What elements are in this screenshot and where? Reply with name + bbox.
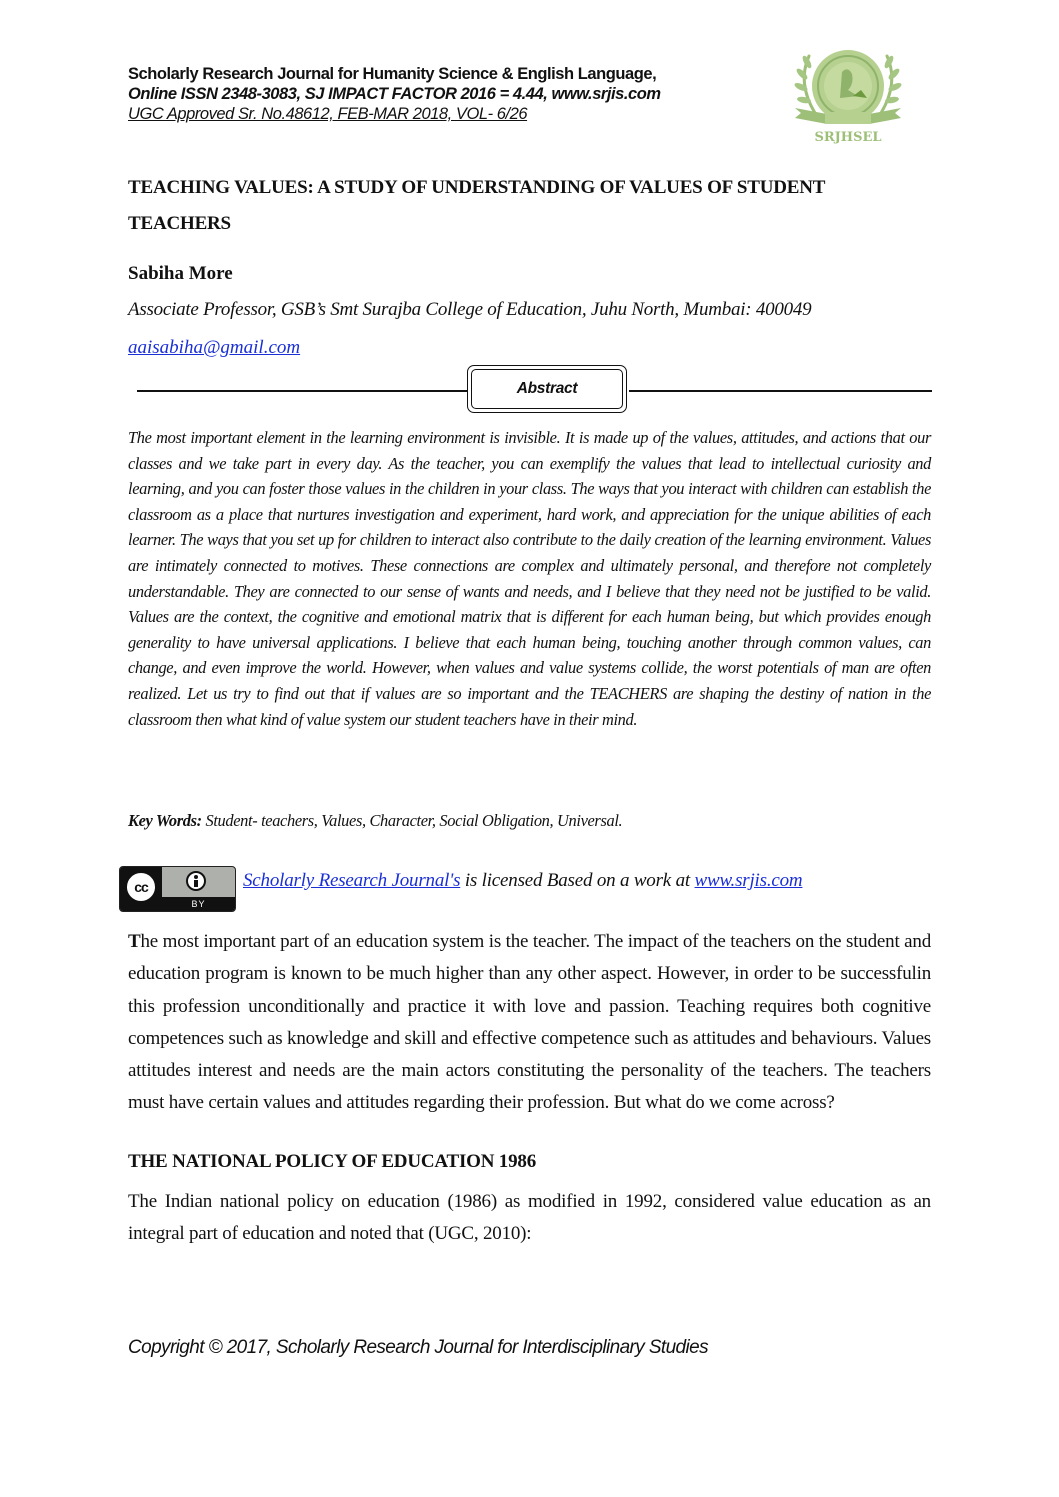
- journal-license-link[interactable]: Scholarly Research Journal's: [243, 870, 461, 891]
- attribution-person-icon: [186, 871, 206, 891]
- keywords-list: Student- teachers, Values, Character, Social Obligation, Universal.: [205, 811, 623, 830]
- divider-right: [629, 390, 932, 392]
- paper-title: TEACHING VALUES: A STUDY OF UNDERSTANDING OF VALUES OF STUDENT TEACHERS: [128, 177, 825, 234]
- section-paragraph: The Indian national policy on education (1986) as modified in 1992, considered value education as an integral part of education and noted that (UGC, 2010):: [128, 1191, 931, 1245]
- laurel-emblem-icon: [787, 38, 909, 150]
- cc-by-license-badge[interactable]: [119, 866, 236, 912]
- journal-volume: UGC Approved Sr. No.48612, FEB-MAR 2018, VOL- 6/26: [128, 105, 528, 123]
- by-label: BY: [162, 897, 235, 911]
- journal-issn: Online ISSN 2348-3083, SJ IMPACT FACTOR 2016 = 4.44, www.srjis.com: [128, 85, 661, 103]
- intro-dropcap: T: [128, 931, 141, 952]
- abstract-heading-box: [467, 365, 627, 413]
- abstract-paragraph: The most important element in the learning environment is invisible. It is made up of the values, attitudes, and actions that our classes and we take part in every day. As the teacher, you can exemplify the values that lead to intellectual curiosity and learning, and you can foster those values in the children in your class. The ways that you interact with children can establish the classroom as a place that nurtures investigation and experiment, hard work, and appreciation for the unique abilities of each learner. The ways that you set up for children to interact also contribute to the daily creation of the learning environment. Values are intimately connected to motives. These connections are complex and ultimately personal, and therefore not completely understandable. They are connected to our sense of wants and needs, and I believe that they need not be justified to be valid. Values are the context, the cognitive and emotional matrix that is different for each human being, but which provides enough generality to have universal applications. I believe that each human being, touching another through common values, can change, and even improve the world. However, when values and value systems collide, the worst potentials of man are often realized. Let us try to find out that if values are so important and the TEACHERS are shaping the destiny of nation in the classroom then what kind of value system our student teachers have in their mind.: [128, 428, 931, 729]
- author-name: Sabiha More: [128, 263, 233, 284]
- author-affiliation: Associate Professor, GSB’s Smt Surajba College of Education, Juhu North, Mumbai: 400049: [128, 299, 812, 320]
- license-middle-text: is licensed Based on a work at: [460, 870, 695, 891]
- intro-paragraph: [128, 926, 931, 1120]
- copyright-footer: Copyright © 2017, Scholarly Research Journal for Interdisciplinary Studies: [128, 1337, 709, 1358]
- logo-text: SRJHSEL: [814, 130, 882, 145]
- journal-header: [128, 64, 768, 124]
- intro-text: he most important part of an education system is the teacher. The impact of the teachers on the student and education program is known to be much higher than any other aspect. However, in order to be successfulin this profession unconditionally and practice it with love and passion. Teaching requires both cognitive competences such as knowledge and skill and effective competence such as attitudes and behaviours. Values attitudes interest and needs are the main actors constituting the personality of the teachers. The teachers must have certain values and attitudes regarding their profession. But what do we come across?: [128, 931, 931, 1114]
- keywords-label: Key Words:: [128, 811, 202, 830]
- creative-commons-icon: cc: [125, 871, 157, 903]
- journal-name: Scholarly Research Journal for Humanity Science & English Language,: [128, 65, 657, 83]
- abstract-heading: Abstract: [471, 369, 623, 409]
- license-statement: [243, 870, 802, 892]
- section-heading: THE NATIONAL POLICY OF EDUCATION 1986: [128, 1151, 537, 1172]
- srjis-website-link[interactable]: www.srjis.com: [694, 870, 803, 891]
- abstract-body: [128, 425, 931, 732]
- keywords: [128, 811, 931, 831]
- divider-left: [137, 390, 468, 392]
- author-email-link[interactable]: aaisabiha@gmail.com: [128, 337, 301, 358]
